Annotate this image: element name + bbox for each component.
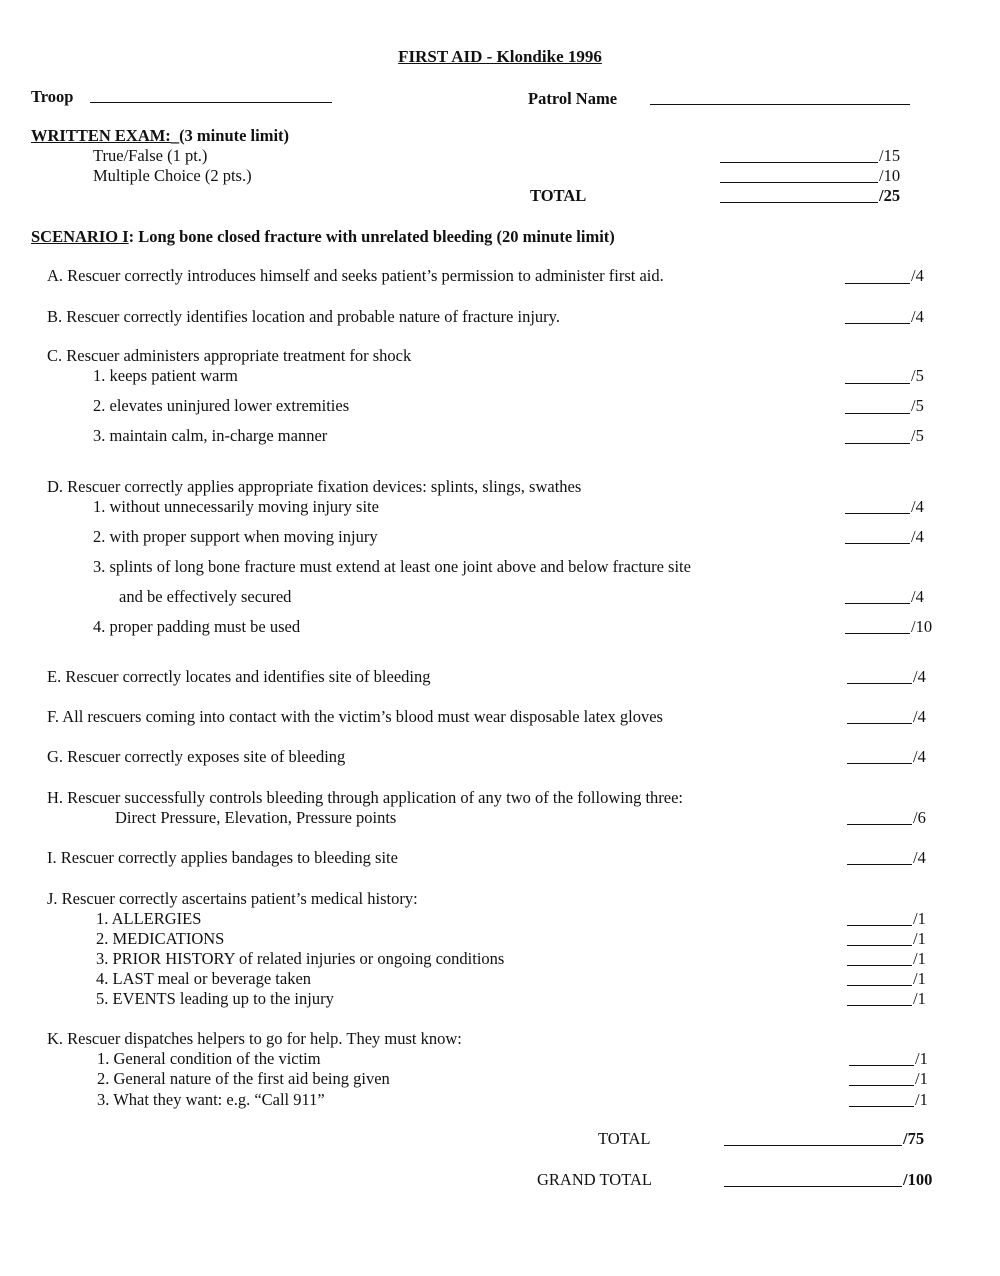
item-d-sub-2-score-field[interactable] <box>845 543 910 544</box>
item-c-text: C. Rescuer administers appropriate treatment for shock <box>47 346 412 365</box>
item-j-sub-4-text: 4. LAST meal or beverage taken <box>96 969 312 988</box>
item-i-max: /4 <box>913 848 926 867</box>
patrol-name-label: Patrol Name <box>528 89 618 108</box>
written-exam-heading <box>31 126 289 146</box>
true-false-max: /15 <box>879 146 901 165</box>
item-d-sub-1-max: /4 <box>911 497 924 516</box>
item-j-sub-5-text: 5. EVENTS leading up to the injury <box>96 989 334 1008</box>
item-f-text: F. All rescuers coming into contact with the victim’s blood must wear disposable latex gloves <box>47 707 663 726</box>
item-j-sub-5-score-field[interactable] <box>847 1005 912 1006</box>
item-e-text: E. Rescuer correctly locates and identifies site of bleeding <box>47 667 431 686</box>
item-j-sub-1-text: 1. ALLERGIES <box>96 909 202 928</box>
item-j-sub-3-score-field[interactable] <box>847 965 912 966</box>
page-title <box>0 47 1000 67</box>
scenario-heading <box>31 227 615 247</box>
item-k-text: K. Rescuer dispatches helpers to go for help. They must know: <box>47 1029 462 1048</box>
item-j-sub-3-text: 3. PRIOR HISTORY of related injuries or ongoing conditions <box>96 949 505 968</box>
item-c-sub-1-score-field[interactable] <box>845 383 910 384</box>
item-d-sub-4-max: /10 <box>911 617 933 636</box>
item-k-sub-1-score-field[interactable] <box>849 1065 914 1066</box>
item-g-score-field[interactable] <box>847 763 912 764</box>
item-c-sub-2-max: /5 <box>911 396 924 415</box>
item-k-sub-3-max: /1 <box>915 1090 928 1109</box>
item-h-text: H. Rescuer successfully controls bleeding through application of any two of the following three: <box>47 788 684 807</box>
item-j-sub-3-max: /1 <box>913 949 926 968</box>
item-c-sub-1-text: 1. keeps patient warm <box>93 366 238 385</box>
item-k-sub-1-text: 1. General condition of the victim <box>97 1049 321 1068</box>
item-d-sub-3-text: 3. splints of long bone fracture must extend at least one joint above and below fracture site <box>93 557 691 576</box>
grand-total-label: GRAND TOTAL <box>537 1170 652 1189</box>
item-j-sub-2-max: /1 <box>913 929 926 948</box>
item-j-sub-1-max: /1 <box>913 909 926 928</box>
item-h-score-field[interactable] <box>847 824 912 825</box>
item-c-sub-2-text: 2. elevates uninjured lower extremities <box>93 396 350 415</box>
item-j-sub-4-max: /1 <box>913 969 926 988</box>
true-false-label: True/False (1 pt.) <box>93 146 208 165</box>
scenario-total-field[interactable] <box>724 1145 902 1146</box>
item-e-score-field[interactable] <box>847 683 912 684</box>
scenario-heading-prefix: SCENARIO I <box>31 227 129 246</box>
multiple-choice-label: Multiple Choice (2 pts.) <box>93 166 252 185</box>
item-j-sub-4-score-field[interactable] <box>847 985 912 986</box>
item-d-sub-4-score-field[interactable] <box>845 633 910 634</box>
item-a-max: /4 <box>911 266 924 285</box>
item-j-sub-2-score-field[interactable] <box>847 945 912 946</box>
item-j-sub-2-text: 2. MEDICATIONS <box>96 929 225 948</box>
item-k-sub-2-score-field[interactable] <box>849 1085 914 1086</box>
item-f-score-field[interactable] <box>847 723 912 724</box>
grand-total-field[interactable] <box>724 1186 902 1187</box>
item-k-sub-1-max: /1 <box>915 1049 928 1068</box>
written-total-field[interactable] <box>720 202 878 203</box>
written-total-label: TOTAL <box>530 186 587 205</box>
item-g-text: G. Rescuer correctly exposes site of bleeding <box>47 747 346 766</box>
item-e-max: /4 <box>913 667 926 686</box>
item-j-sub-1-score-field[interactable] <box>847 925 912 926</box>
item-c-sub-3-max: /5 <box>911 426 924 445</box>
written-total-max: /25 <box>879 186 901 205</box>
item-d-sub-3-max: /4 <box>911 587 924 606</box>
item-d-sub-3-score-field[interactable] <box>845 603 910 604</box>
item-i-text: I. Rescuer correctly applies bandages to bleeding site <box>47 848 398 867</box>
item-c-sub-1-max: /5 <box>911 366 924 385</box>
multiple-choice-max: /10 <box>879 166 901 185</box>
item-d-sub-2-max: /4 <box>911 527 924 546</box>
item-b-score-field[interactable] <box>845 323 910 324</box>
item-h-max: /6 <box>913 808 926 827</box>
item-a-score-field[interactable] <box>845 283 910 284</box>
item-d-sub-4-text: 4. proper padding must be used <box>93 617 301 636</box>
item-f-max: /4 <box>913 707 926 726</box>
item-k-sub-3-text: 3. What they want: e.g. “Call 911” <box>97 1090 325 1109</box>
item-i-score-field[interactable] <box>847 864 912 865</box>
item-d-sub-2-text: 2. with proper support when moving injury <box>93 527 378 546</box>
item-j-sub-5-max: /1 <box>913 989 926 1008</box>
grand-total-max: /100 <box>903 1170 933 1189</box>
item-b-text: B. Rescuer correctly identifies location and probable nature of fracture injury. <box>47 307 560 326</box>
item-d-sub-1-score-field[interactable] <box>845 513 910 514</box>
item-h-continuation: Direct Pressure, Elevation, Pressure points <box>115 808 397 827</box>
multiple-choice-score-field[interactable] <box>720 182 878 183</box>
written-exam-heading-suffix: _(3 minute limit) <box>170 126 290 145</box>
item-c-sub-3-score-field[interactable] <box>845 443 910 444</box>
item-c-sub-3-text: 3. maintain calm, in-charge manner <box>93 426 328 445</box>
item-k-sub-3-score-field[interactable] <box>849 1106 914 1107</box>
item-a-text: A. Rescuer correctly introduces himself and seeks patient’s permission to administer first aid. <box>47 266 664 285</box>
troop-label: Troop <box>31 87 74 106</box>
item-k-sub-2-text: 2. General nature of the first aid being given <box>97 1069 390 1088</box>
item-k-sub-2-max: /1 <box>915 1069 928 1088</box>
item-g-max: /4 <box>913 747 926 766</box>
patrol-name-field[interactable] <box>650 104 910 105</box>
scenario-total-label: TOTAL <box>598 1129 651 1148</box>
troop-field[interactable] <box>90 102 332 103</box>
scenario-heading-suffix: : Long bone closed fracture with unrelated bleeding (20 minute limit) <box>128 227 615 246</box>
written-exam-heading-prefix: WRITTEN EXAM: <box>31 126 171 145</box>
true-false-score-field[interactable] <box>720 162 878 163</box>
item-c-sub-2-score-field[interactable] <box>845 413 910 414</box>
item-j-text: J. Rescuer correctly ascertains patient’s medical history: <box>47 889 418 908</box>
scenario-total-max: /75 <box>903 1129 925 1148</box>
item-d-sub-3-continuation: and be effectively secured <box>119 587 292 606</box>
item-b-max: /4 <box>911 307 924 326</box>
page-title-text: FIRST AID - Klondike 1996 <box>398 47 602 66</box>
item-d-text: D. Rescuer correctly applies appropriate fixation devices: splints, slings, swathes <box>47 477 582 496</box>
item-d-sub-1-text: 1. without unnecessarily moving injury site <box>93 497 379 516</box>
